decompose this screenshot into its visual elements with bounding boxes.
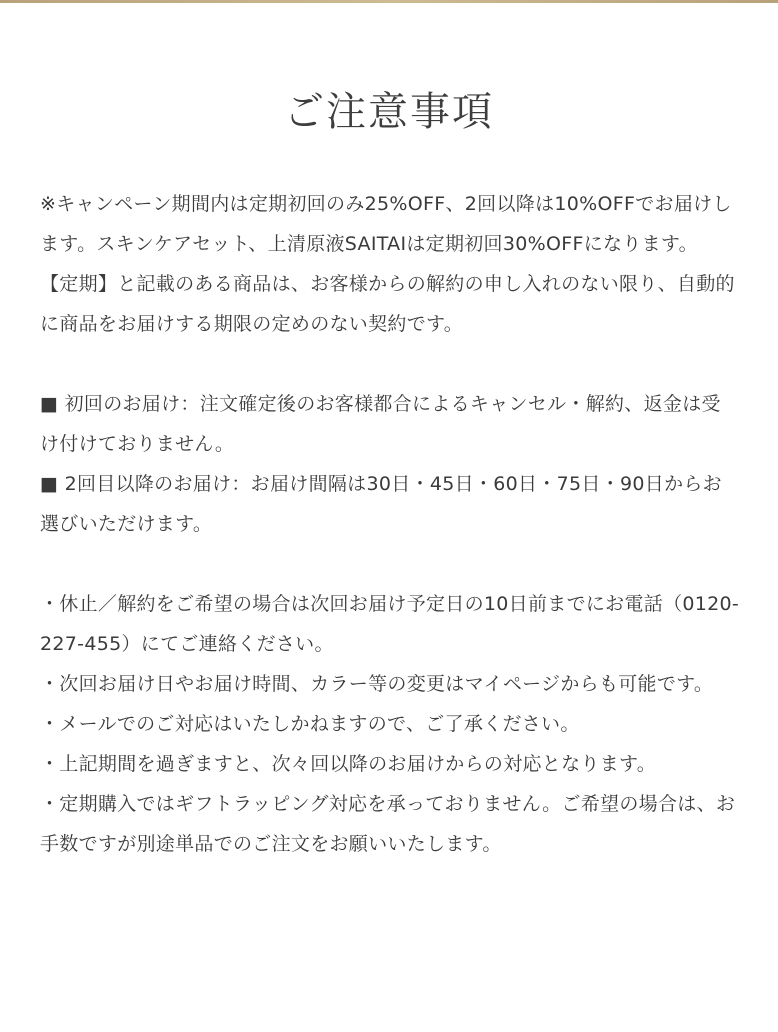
section-spacer [40, 544, 740, 584]
page-title: ご注意事項 [284, 89, 494, 135]
mail-notice: ・メールでのご対応はいたしかねますので、ご了承ください。 [40, 713, 580, 735]
section-spacer [40, 344, 740, 384]
top-divider [0, 0, 778, 3]
change-notice: ・次回お届け日やお届け時間、カラー等の変更はマイページからも可能です。 [40, 673, 714, 695]
after-period-notice: ・上記期間を過ぎますと、次々回以降のお届けからの対応となります。 [40, 753, 657, 775]
contract-notice: 【定期】と記載のある商品は、お客様からの解約の申し入れのない限り、自動的に商品をお届けする期限の定めのない契約です。 [40, 273, 735, 335]
second-delivery-notice: ■ 2回目以降のお届け：お届け間隔は30日・45日・60日・75日・90日からお選びいただけます。 [40, 473, 722, 535]
notice-content [40, 184, 740, 864]
first-delivery-notice: ■ 初回のお届け：注文確定後のお客様都合によるキャンセル・解約、返金は受け付けておりません。 [40, 393, 721, 455]
pause-cancel-notice: ・休止／解約をご希望の場合は次回お届け予定日の10日前までにお電話（0120-227-455）にてご連絡ください。 [40, 593, 740, 655]
campaign-notice: ※キャンペーン期間内は定期初回のみ25%OFF、2回以降は10%OFFでお届けします。スキンケアセット、上清原液SAITAIは定期初回30%OFFになります。 [40, 193, 732, 255]
gift-wrapping-notice: ・定期購入ではギフトラッピング対応を承っておりません。ご希望の場合は、お手数ですが別途単品でのご注文をお願いいたします。 [40, 793, 736, 855]
